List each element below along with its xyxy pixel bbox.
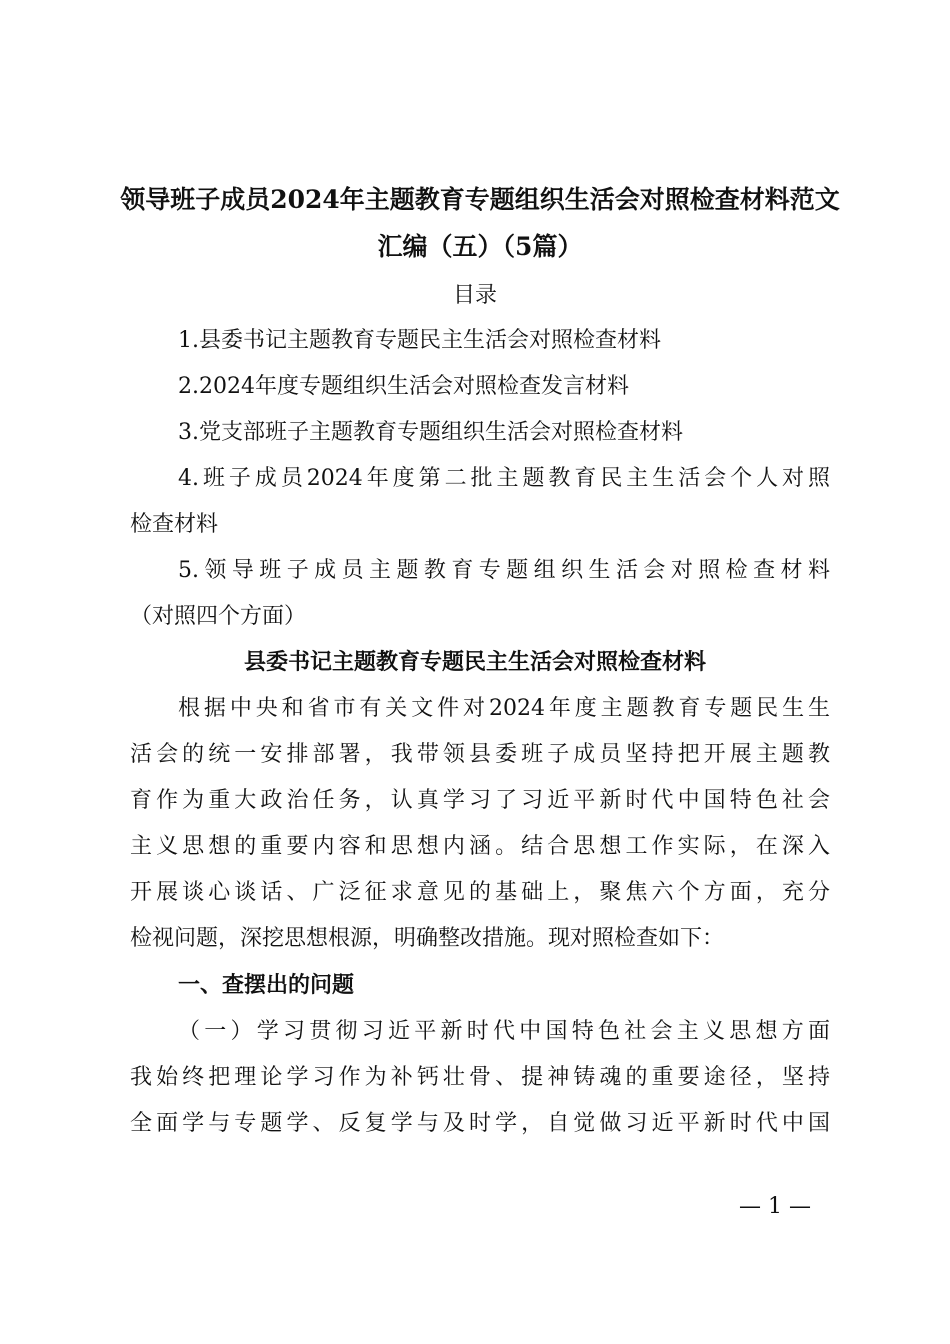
document-title-line-2: 汇编（五）（5篇） bbox=[377, 232, 583, 261]
paragraph-line: 主义思想的重要内容和思想内涵。结合思想工作实际，在深入 bbox=[130, 834, 830, 859]
page-number: — 1 — bbox=[739, 1194, 811, 1219]
toc-item-5: 5.领导班子成员主题教育专题组织生活会对照检查材料 bbox=[178, 558, 830, 583]
paragraph-line: 活会的统一安排部署，我带领县委班子成员坚持把开展主题教 bbox=[130, 742, 830, 767]
paragraph-line: 根据中央和省市有关文件对2024年度主题教育专题民生生 bbox=[178, 696, 830, 721]
paragraph-line: 开展谈心谈话、广泛征求意见的基础上，聚焦六个方面，充分 bbox=[130, 880, 830, 905]
paragraph-line: 我始终把理论学习作为补钙壮骨、提神铸魂的重要途径，坚持 bbox=[130, 1065, 830, 1090]
toc-item-5-cont: （对照四个方面） bbox=[130, 604, 307, 629]
toc-item-2: 2.2024年度专题组织生活会对照检查发言材料 bbox=[178, 374, 629, 399]
document-title-line-1: 领导班子成员2024年主题教育专题组织生活会对照检查材料范文 bbox=[120, 185, 840, 214]
toc-item-1: 1.县委书记主题教育专题民主生活会对照检查材料 bbox=[178, 328, 661, 353]
toc-item-4-cont: 检查材料 bbox=[130, 512, 219, 537]
toc-heading: 目录 bbox=[452, 283, 497, 308]
toc-item-3: 3.党支部班子主题教育专题组织生活会对照检查材料 bbox=[178, 420, 683, 445]
toc-item-4: 4.班子成员2024年度第二批主题教育民主生活会个人对照 bbox=[178, 466, 830, 491]
heading-level-1: 一、查摆出的问题 bbox=[178, 973, 355, 998]
paragraph-line: 全面学与专题学、反复学与及时学，自觉做习近平新时代中国 bbox=[130, 1111, 830, 1136]
paragraph-line: 育作为重大政治任务，认真学习了习近平新时代中国特色社会 bbox=[130, 788, 830, 813]
section-title: 县委书记主题教育专题民主生活会对照检查材料 bbox=[243, 649, 706, 675]
subheading-1: （一）学习贯彻习近平新时代中国特色社会主义思想方面 bbox=[178, 1019, 830, 1044]
paragraph-line: 检视问题，深挖思想根源，明确整改措施。现对照检查如下： bbox=[130, 926, 725, 951]
